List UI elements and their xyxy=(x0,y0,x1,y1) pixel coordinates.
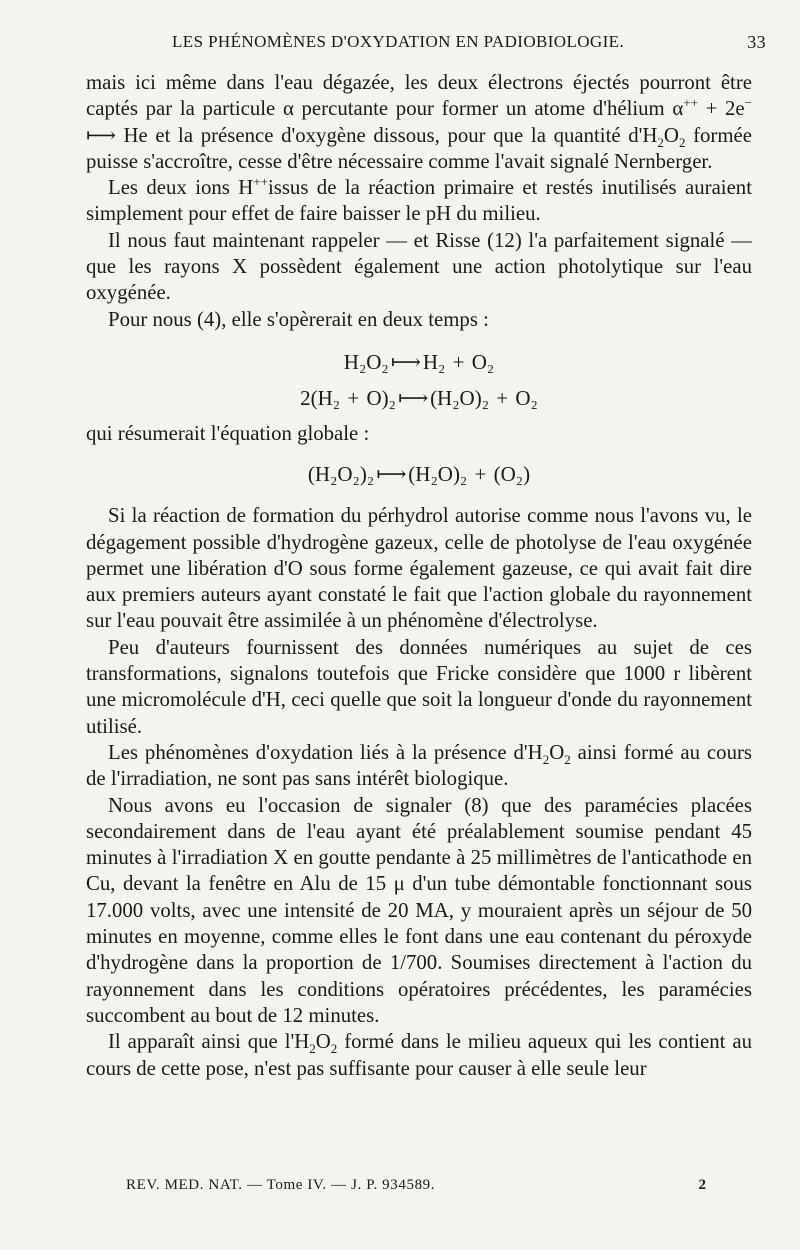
running-header xyxy=(0,32,800,60)
running-title: LES PHÉNOMÈNES D'OXYDATION EN PADIOBIOLOGIE. xyxy=(172,32,625,51)
page-number: 33 xyxy=(747,32,766,52)
paragraph-2: Les deux ions H++issus de la réaction primaire et restés inutilisés auraient simplement pour effet de faire baisser le pH du milieu. xyxy=(86,174,752,226)
signature-mark: 2 xyxy=(698,1177,706,1193)
paragraph-5: Si la réaction de formation du pérhydrol autorise comme nous l'avons vu, le dégagement possible d'hydrogène gazeux, celle de photolyse de l'eau oxygénée permet une libération d'O sous forme également gazeuse, ce qui avait fait dire aux premiers auteurs ayant constaté le fait que l'action globale du rayonnement sur l'eau pouvait être assimilée à un phénomène d'électrolyse. xyxy=(86,504,752,633)
equation-2: 2(H₂ + O)₂⟼(H₂O)₂ + O₂ xyxy=(300,385,538,410)
paragraph-1: mais ici même dans l'eau dégazée, les deux électrons éjectés pourront être captés par la particule α percutante pour former un atome d'hélium α++ + 2e− ⟼ He et la présence d'oxygène dissous, pour que la quantité $d'H_2O_2$ formée puisse s'accroître, cesse d'être nécessaire comme l'avait signalé Nernberger. xyxy=(86,71,752,173)
footer-reference: REV. MED. NAT. — Tome IV. — J. P. 934589. xyxy=(126,1177,436,1193)
paragraph-6: Peu d'auteurs fournissent des données numériques au sujet de ces transformations, signalons toutefois que Fricke considère que 1000 r libèrent une micromolécule d'H, ceci quelle que soit la longueur d'onde du rayonnement utilisé. xyxy=(86,635,752,738)
paragraph-3: Il nous faut maintenant rappeler — et Risse (12) l'a parfaitement signalé — que les rayons X possèdent également une action photolytique sur l'eau oxygénée. xyxy=(86,228,752,305)
equation-3: (H₂O₂)₂⟼(H₂O)₂ + (O₂) xyxy=(307,462,531,487)
paragraph-7: Les phénomènes d'oxydation liés à la présence $d'H_2O_2$ ainsi formé au cours de l'irradiation, ne sont pas sans intérêt biologique. xyxy=(86,740,752,791)
paragraph-8: Nous avons eu l'occasion de signaler (8) que des paramécies placées secondairement dans de l'eau ayant été préalablement soumise pendant 45 minutes à l'irradiation X en goutte pendante à 25 millimètres de l'anticathode en Cu, devant la fenêtre en Alu de 15 μ d'un tube démontable fonctionnant sous 17.000 volts, avec une intensité de 20 MA, y mouraient après un séjour de 50 minutes en moyenne, comme elles le font dans une eau contenant du péroxyde d'hydrogène dans la proportion de 1/700. Soumises directement à l'action du rayonnement dans les conditions opératoires précédentes, les paramécies succombent au bout de 12 minutes. xyxy=(86,793,752,1027)
equation-1: H₂O₂⟼H₂ + O₂ xyxy=(343,349,495,374)
paragraph-9: Il apparaît ainsi que $l'H_2O_2$ formé dans le milieu aqueux qui les contient au cours de cette pose, n'est pas suffisante pour causer à elle seule leur xyxy=(86,1030,752,1080)
body-text xyxy=(86,70,752,1082)
paragraph-4: Pour nous (4), elle s'opèrerait en deux temps : xyxy=(108,307,489,331)
bridge-text: qui résumerait l'équation globale : xyxy=(86,421,370,445)
page-footer xyxy=(0,1177,800,1201)
